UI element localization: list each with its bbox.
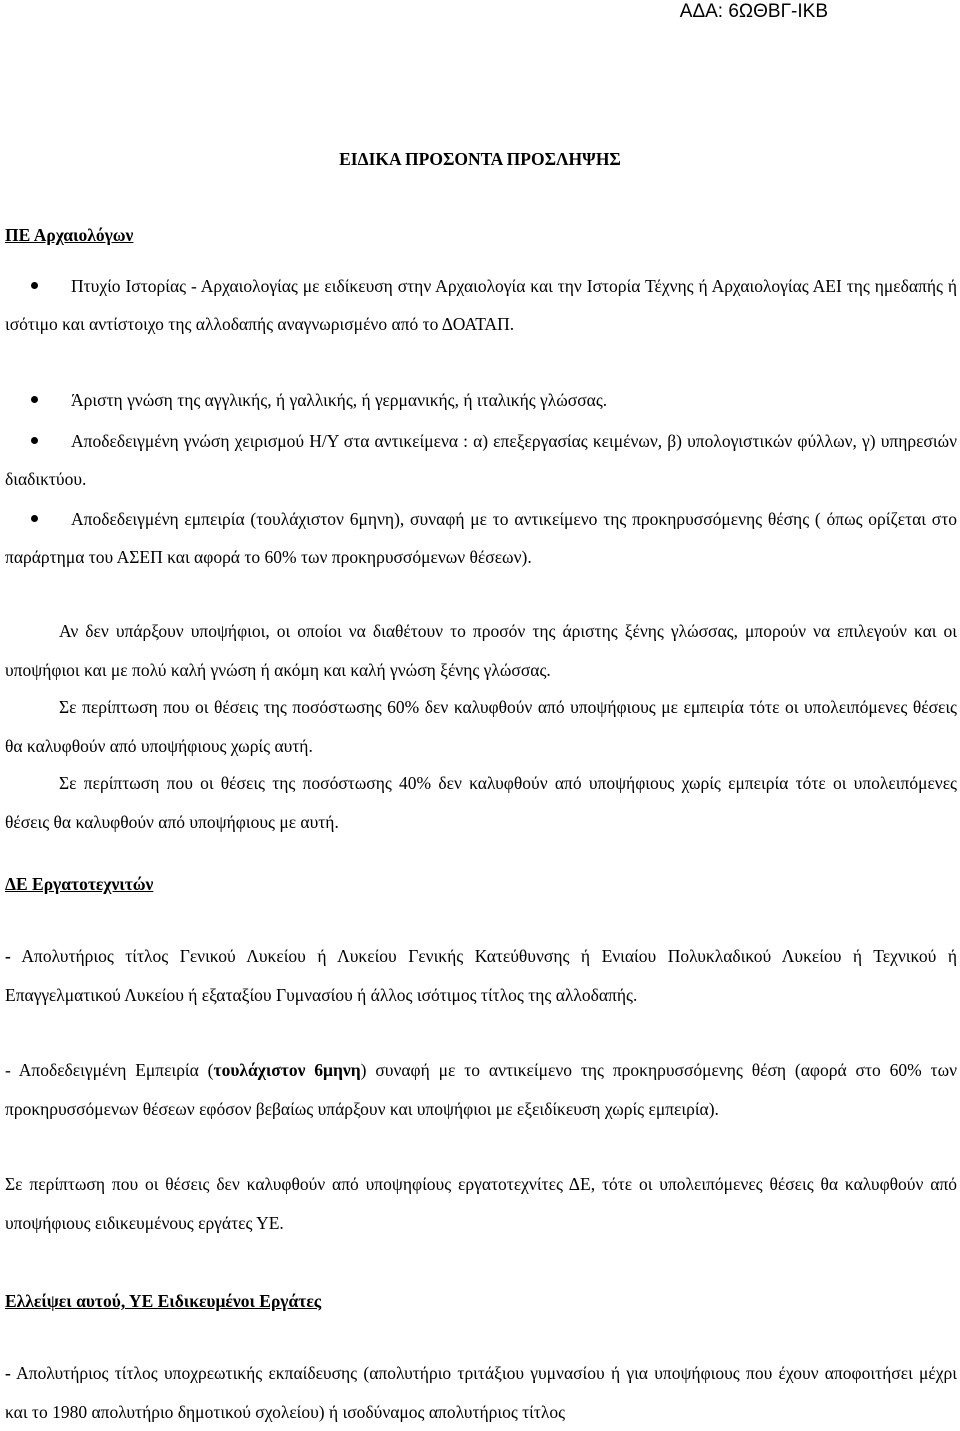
de-item-1-text: Απολυτήριος τίτλος Γενικού Λυκείου ή Λυκείου Γενικής Κατεύθυνσης ή Ενιαίου Πολυκλαδικού Λυκείου ή Τεχνικού ή Επαγγελματικού Λυκείου ή εξαταξίου Γυμνασίου ή άλλος ισότιμος τίτλος της αλλοδαπής. (5, 946, 957, 1005)
paragraph (5, 688, 957, 765)
paragraph-text: Σε περίπτωση που οι θέσεις της ποσόστωσης 60% δεν καλυφθούν από υποψήφιους με εμπειρία τότε οι υπολειπόμενες θέσεις θα καλυφθούν από υποψήφιους χωρίς αυτή. (5, 697, 957, 756)
dash-marker: - (5, 946, 11, 966)
de-item-2-pre: - Αποδεδειγμένη Εμπειρία ( (5, 1060, 214, 1080)
ada-reference: ΑΔΑ: 6ΩΘΒΓ-ΙΚΒ (679, 1, 828, 22)
de-item-1 (5, 937, 957, 1014)
bullet-icon (31, 396, 38, 403)
ye-item-1 (5, 1354, 957, 1431)
dash-marker: - (5, 1363, 11, 1383)
bullet-item (5, 500, 957, 576)
section-heading-ye: Ελλείψει αυτού, ΥΕ Ειδικευμένοι Εργάτες (5, 1291, 322, 1311)
paragraph (5, 612, 957, 689)
de-item-2 (5, 1051, 957, 1128)
paragraph-text: Αν δεν υπάρξουν υποψήφιοι, οι οποίοι να διαθέτουν το προσόν της άριστης ξένης γλώσσας, μπορούν να επιλεγούν και οι υποψήφιοι και με πολύ καλή γνώση ή ακόμη και καλή γνώση ξένης γλώσσας. (5, 621, 957, 680)
bullet-icon (31, 437, 38, 444)
bullet-item (5, 267, 957, 343)
bullet-text: Αποδεδειγμένη γνώση χειρισμού Η/Υ στα αντικείμενα : α) επεξεργασίας κειμένων, β) υπολογιστικών φύλλων, γ) υπηρεσιών διαδικτύου. (5, 431, 957, 489)
paragraph (5, 764, 957, 841)
de-item-2-post: ) συναφή με το αντικείμενο της προκηρυσσόμενης θέση (αφορά στο 60% των προκηρυσσόμενων θέσεων εφόσον βεβαίως υπάρξουν και υποψήφιοι με εξειδίκευση χωρίς εμπειρία). (5, 1060, 957, 1119)
bullet-icon (31, 515, 38, 522)
de-item-2-bold: τουλάχιστον 6μηνη (213, 1060, 361, 1080)
document-title: ΕΙΔΙΚΑ ΠΡΟΣΟΝΤΑ ΠΡΟΣΛΗΨΗΣ (339, 149, 621, 169)
section-heading-pe: ΠΕ Αρχαιολόγων (5, 225, 134, 245)
bullet-icon (31, 282, 38, 289)
bullet-item (5, 381, 957, 419)
de-note: Σε περίπτωση που οι θέσεις δεν καλυφθούν από υποψηφίους εργατοτεχνίτες ΔΕ, τότε οι υπολειπόμενες θέσεις θα καλυφθούν από υποψήφιους ειδικευμένους εργάτες ΥΕ. (5, 1174, 957, 1233)
bullet-text: Άριστη γνώση της αγγλικής, ή γαλλικής, ή γερμανικής, ή ιταλικής γλώσσας. (71, 390, 608, 410)
ye-item-1-text: Απολυτήριος τίτλος υποχρεωτικής εκπαίδευσης (απολυτήριο τριτάξιου γυμνασίου ή για υποψήφιους που έχουν αποφοιτήσει μέχρι και το 1980 απολυτήριο δημοτικού σχολείου) ή ισοδύναμος απολυτήριος τίτλος (5, 1363, 957, 1422)
paragraph-text: Σε περίπτωση που οι θέσεις της ποσόστωσης 40% δεν καλυφθούν από υποψήφιους χωρίς εμπειρία τότε οι υπολειπόμενες θέσεις θα καλυφθούν από υποψήφιους με αυτή. (5, 773, 957, 832)
section-heading-de: ΔΕ Εργατοτεχνιτών (5, 874, 154, 894)
bullet-item (5, 422, 957, 498)
bullet-text: Αποδεδειγμένη εμπειρία (τουλάχιστον 6μηνη), συναφή με το αντικείμενο της προκηρυσσόμενης θέσης ( όπως ορίζεται στο παράρτημα του ΑΣΕΠ και αφορά το 60% των προκηρυσσόμενων θέσεων). (5, 509, 957, 567)
bullet-text: Πτυχίο Ιστορίας - Αρχαιολογίας με ειδίκευση στην Αρχαιολογία και την Ιστορία Τέχνης ή Αρχαιολογίας ΑΕΙ της ημεδαπής ή ισότιμο και αντίστοιχο της αλλοδαπής αναγνωρισμένο από το ΔΟΑΤΑΠ. (5, 276, 957, 334)
